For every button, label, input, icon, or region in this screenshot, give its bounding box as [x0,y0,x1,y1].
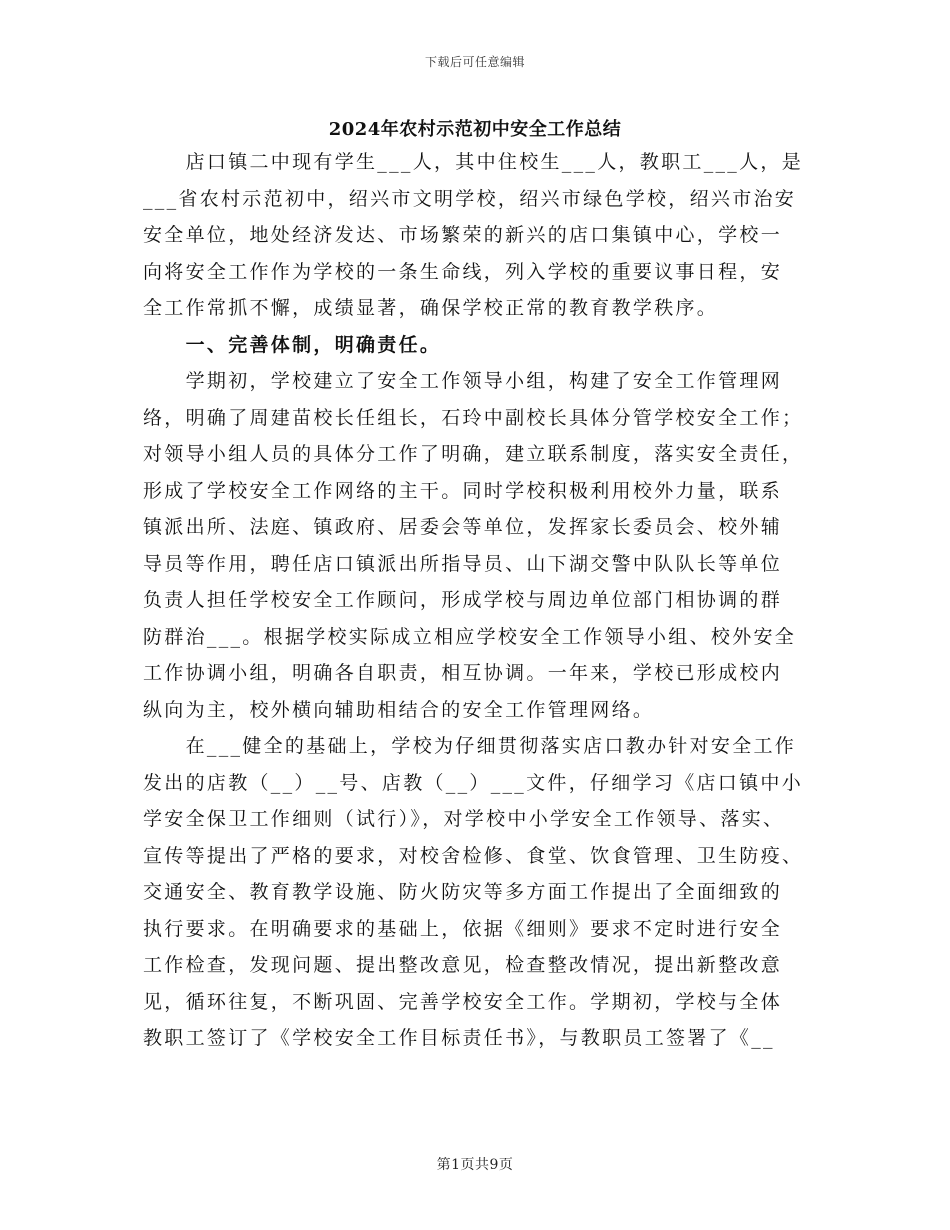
body-text-line: 防群治___。根据学校实际成立相应学校安全工作领导小组、校外安全 [143,625,797,648]
body-text-line: 工作协调小组，明确各自职责，相互协调。一年来，学校已形成校内 [143,662,783,684]
body-text-line: 交通安全、教育教学设施、防火防灾等多方面工作提出了全面细致的 [143,881,783,903]
body-text-line: 向将安全工作作为学校的一条生命线，列入学校的重要议事日程，安 [143,260,783,283]
body-text-line: 负责人担任学校安全工作顾问，形成学校与周边单位部门相协调的群 [143,589,783,611]
body-text-line: 学安全保卫工作细则（试行）》，对学校中小学安全工作领导、落实、 [143,808,785,830]
body-text-line: ___省农村示范初中，绍兴市文明学校，绍兴市绿色学校，绍兴市治安 [143,187,797,210]
body-text-line: 镇派出所、法庭、镇政府、居委会等单位，发挥家长委员会、校外辅 [143,516,783,538]
body-text-line: 纵向为主，校外横向辅助相结合的安全工作管理网络。 [143,698,655,721]
body-text-line: 店口镇二中现有学生___人，其中住校生___人，教职工___人，是 [143,151,804,173]
body-text-line: 发出的店教（__）__号、店教（__）___文件，仔细学习《店口镇中小 [143,771,804,794]
document-body [143,144,811,1057]
body-text-line: 形成了学校安全工作网络的主干。同时学校积极利用校外力量，联系 [143,479,783,502]
body-text-line: 执行要求。在明确要求的基础上，依据《细则》要求不定时进行安全 [143,917,783,940]
document-title: 2024年农村示范初中安全工作总结 [328,119,622,140]
body-text-line: 全工作常抓不懈，成绩显著，确保学校正常的教育教学秩序。 [143,297,719,319]
body-text-line: 见，循环往复，不断巩固、完善学校安全工作。学期初，学校与全体 [143,990,783,1013]
body-text-line: 工作检查，发现问题、提出整改意见，检查整改情况，提出新整改意 [143,954,783,976]
body-text-line: 安全单位，地处经济发达、市场繁荣的新兴的店口集镇中心，学校一 [143,224,783,246]
body-text-line: 络，明确了周建苗校长任组长，石玲中副校长具体分管学校安全工作； [143,406,804,429]
body-text-line: 对领导小组人员的具体分工作了明确，建立联系制度，落实安全责任， [143,443,804,465]
body-text-line: 宣传等提出了严格的要求，对校舍检修、食堂、饮食管理、卫生防疫、 [143,844,804,867]
body-text-line: 导员等作用，聘任店口镇派出所指导员、山下湖交警中队队长等单位 [143,552,783,575]
download-editable-note: 下载后可任意编辑 [424,55,525,69]
body-text-line: 教职工签订了《学校安全工作目标责任书》，与教职员工签署了《__ [143,1027,775,1049]
page-number: 第1页共9页 [436,1157,514,1173]
section-heading: 一、完善体制，明确责任。 [143,333,442,356]
body-text-line: 在___健全的基础上，学校为仔细贯彻落实店口教办针对安全工作 [143,735,797,757]
body-text-line: 学期初，学校建立了安全工作领导小组，构建了安全工作管理网 [143,370,783,392]
